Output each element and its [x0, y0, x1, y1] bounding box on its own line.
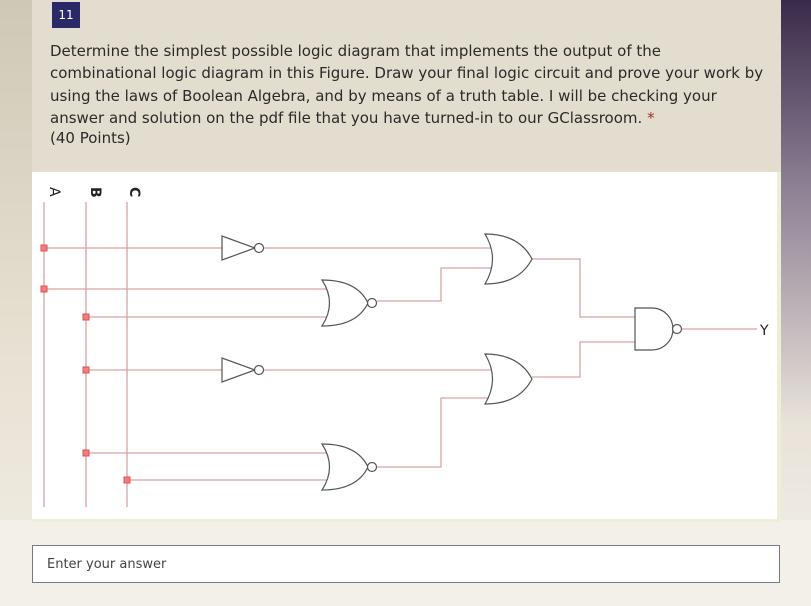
answer-input[interactable]: [45, 556, 779, 573]
background-right: [781, 0, 811, 606]
gates: [222, 234, 682, 490]
question-text: Determine the simplest possible logic diagram that implements the output of the combinational logic diagram in this Figure. Draw your final logic circuit and prove your work by using the laws of Boolean Algebra, and by means of a truth table. I will be checking your answer and solution on the pdf file that you have turned-in to our GClassroom.: [50, 42, 764, 128]
required-marker: *: [647, 109, 655, 128]
nand-gate: [635, 308, 682, 350]
nor-gate-1: [322, 280, 377, 326]
not-gate-1: [222, 236, 264, 260]
nor-gate-2: [322, 444, 377, 490]
wires: [44, 202, 757, 507]
output-label-y: Y: [760, 323, 769, 339]
input-label-c: C: [126, 187, 142, 198]
or-gate-1: [485, 234, 532, 284]
logic-diagram: [32, 172, 777, 519]
figure-frame: [32, 172, 781, 522]
background-left: [0, 0, 32, 606]
question-number: 11: [58, 8, 74, 22]
question-text-block: [50, 40, 770, 130]
or-gate-2: [485, 354, 532, 404]
question-points: (40 Points): [50, 129, 131, 147]
logic-diagram-figure: [32, 172, 777, 519]
answer-field-container[interactable]: [32, 545, 780, 583]
input-label-a: A: [46, 187, 62, 197]
input-label-b: B: [87, 187, 103, 198]
not-gate-2: [222, 358, 264, 382]
question-number-badge: [52, 2, 80, 28]
